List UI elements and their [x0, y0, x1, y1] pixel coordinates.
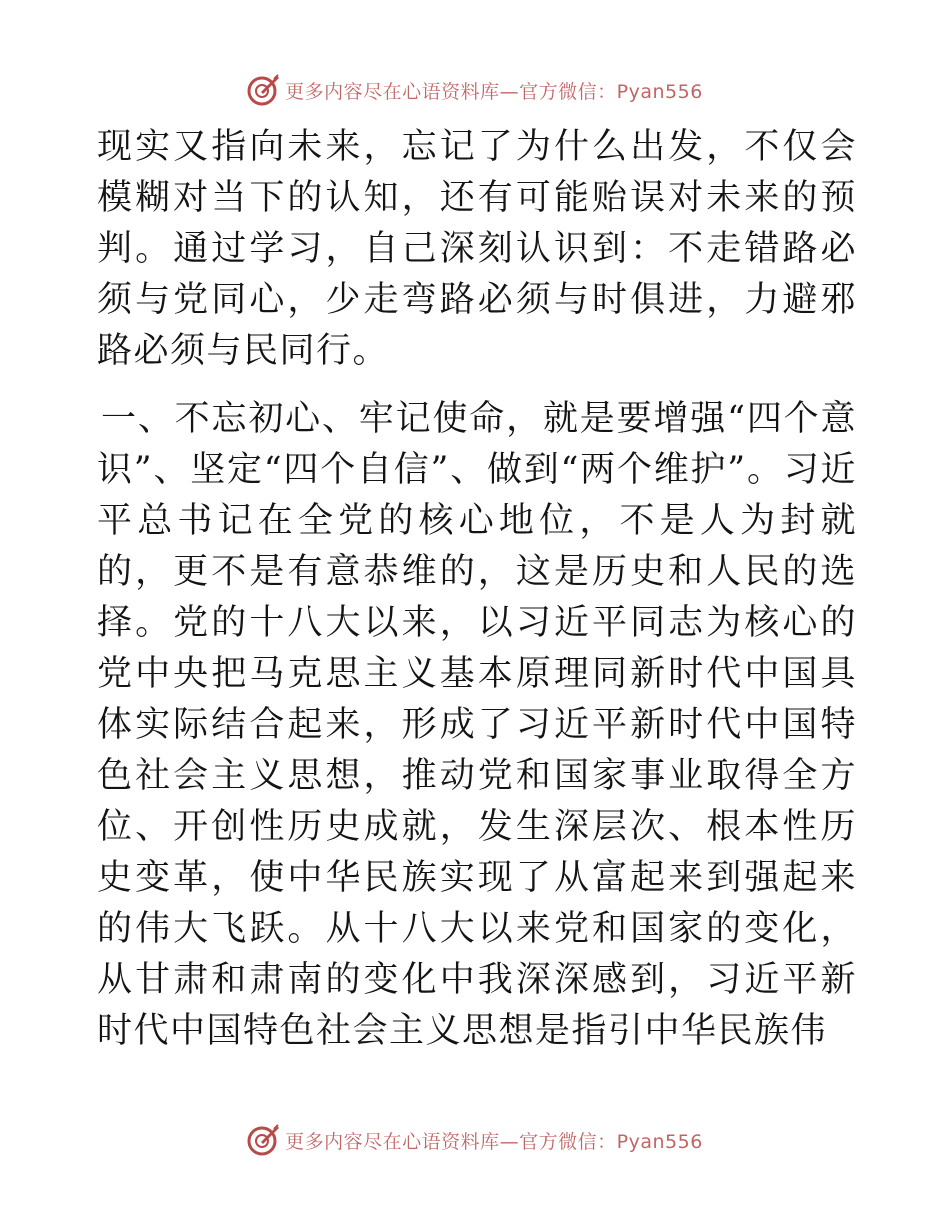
paragraph-2: 一、不忘初心、牢记使命，就是要增强“四个意识”、坚定“四个自信”、做到“两个维护”。习近平总书记在全党的核心地位，不是人为封就的，更不是有意恭维的，这是历史和人民的选择。党的十八大以来，以习近平同志为核心的党中央把马克思主义基本原理同新时代中国具体实际结合起来，形成了习近平新时代中国特色社会主义思想，推动党和国家事业取得全方位、开创性历史成就，发生深层次、根本性历史变革，使中华民族实现了从富起来到强起来的伟大飞跃。从十八大以来党和国家的变化，从甘肃和肃南的变化中我深深感到，习近平新时代中国特色社会主义思想是指引中华民族伟: [97, 399, 857, 1051]
paragraph-1: 现实又指向未来，忘记了为什么出发，不仅会模糊对当下的认知，还有可能贻误对未来的预判。通过学习，自己深刻认识到：不走错路必须与党同心，少走弯路必须与时俱进，力避邪路必须与民同行。: [97, 127, 857, 371]
quill-seal-icon: [247, 73, 281, 107]
quill-seal-icon: [247, 1123, 281, 1157]
footer-watermark: [0, 1120, 950, 1160]
header-watermark-text: 更多内容尽在心语资料库—官方微信：Pyan556: [285, 80, 703, 103]
header-watermark: [0, 70, 950, 110]
footer-watermark-text: 更多内容尽在心语资料库—官方微信：Pyan556: [285, 1130, 703, 1153]
document-body: [97, 122, 857, 1057]
